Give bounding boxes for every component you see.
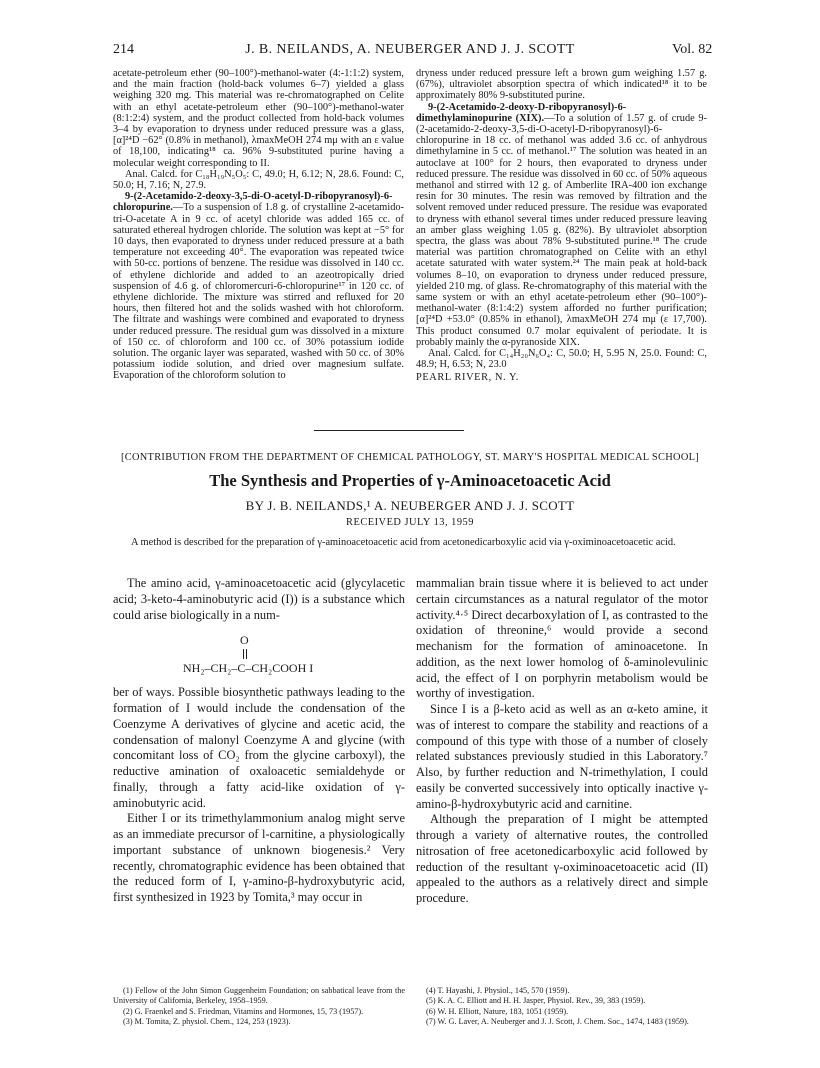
volume-number: Vol. 82 [672, 42, 713, 57]
footnotes-left [113, 986, 405, 1028]
double-bond-line [243, 649, 245, 659]
paragraph: mammalian brain tissue where it is believed to act under certain circumstances as a natural regulator of the motor activity.⁴·⁵ Direct decarboxylation of I, as contrasted to the oxidation of threonine,⁶ would provide a second mechanism for the formation of aminoacetone. In addition, as the next lower homolog of δ-aminolevulinic acid, the effect of I on porphyrin metabolism would be worthy of investigation. [416, 576, 708, 701]
section-heading: 9-(2-Acetamido-2-deoxy-3,5-di-O-acetyl-D-ribopyranosyl)-6-chloropurine. [113, 191, 393, 214]
body-right-column [416, 576, 708, 907]
footnote: (2) G. Fraenkel and S. Friedman, Vitamins and Hormones, 15, 73 (1957). [123, 1006, 364, 1016]
double-bond-line [246, 649, 248, 659]
paragraph: ber of ways. Possible biosynthetic pathways leading to the formation of I would include the condensation of the Coenzyme A derivatives of glycine and acetic acid, the condensation of malonyl Coenzyme A and glycine (with concomitant loss of CO₂ from the glycine carboxyl), the reductive amination of oxaloacetic semialdehyde or finally, through a fatty acid-like oxidation of γ-aminobutyric acid. [113, 685, 405, 810]
prev-article-right-column [416, 68, 707, 384]
footnote: (4) T. Hayashi, J. Physiol., 145, 570 (1959). [426, 986, 570, 995]
formula-oxygen: O [240, 633, 249, 648]
body-left-column [113, 576, 405, 906]
paragraph: Although the preparation of I might be attempted through a variety of alternative routes, the controlled nitrosation of free acetonedicarboxylic acid followed by reduction of the resultant γ-oximinoacetoacetic acid (II) appealed to the authors as a relatively direct and simple procedure. [416, 812, 708, 905]
byline: BY J. B. NEILANDS,¹ A. NEUBERGER AND J. J. SCOTT [245, 498, 575, 513]
footnote: (6) W. H. Elliott, Nature, 183, 1051 (1959). [426, 1006, 569, 1016]
footnote: (5) K. A. C. Elliott and H. H. Jasper, Physiol. Rev., 39, 383 (1959). [426, 996, 646, 1006]
footnote: (7) W. G. Laver, A. Neuberger and J. J. Scott, J. Chem. Soc., 1474, 1483 (1959). [426, 1017, 689, 1027]
footnote: (1) Fellow of the John Simon Guggenheim Foundation; on sabbatical leave from the University of California, Berkeley, 1958–1959. [113, 986, 405, 1006]
structural-formula [113, 623, 405, 685]
page-number: 214 [113, 42, 134, 57]
abstract: A method is described for the preparation of γ-aminoacetoacetic acid from acetonedicarboxylic acid via γ-oximinoacetoacetic acid. [131, 537, 676, 548]
footnotes-right [416, 986, 708, 1028]
paragraph: Either I or its trimethylammonium analog might serve as an immediate precursor of l-carnitine, a physiologically important substance of unknown biogenesis.² Very recently, chromatographic evidence has been obtained that the reduced form of I, γ-amino-β-hydroxybutyric acid, first synthesized in 1923 by Tomita,³ may occur in [113, 811, 405, 904]
running-head-authors: J. B. NEILANDS, A. NEUBERGER AND J. J. SCOTT [245, 42, 575, 57]
contribution-line: [CONTRIBUTION FROM THE DEPARTMENT OF CHEMICAL PATHOLOGY, ST. MARY'S HOSPITAL MEDICAL SCHOOL] [120, 452, 700, 463]
divider-rule [314, 430, 464, 431]
paragraph-text: —To a solution of 1.57 g. of crude 9-(2-acetamido-2-deoxy-3,5-di-O-acetyl-D-ribopyranosyl)-6-chloropurine in 18 cc. of methanol was added 3.6 cc. of anhydrous dimethylamine in 5 cc. of methanol.¹⁷ The solution was heated in an autoclave at 100° for 2 hours, then evaporated to dryness under reduced pressure. The residue was dissolved in 60 cc. of 50% aqueous methanol and stirred with 12 g. of Amberlite IRA-400 ion exchange resin for 30 minutes. The resin was removed by filtration and the solvent removed under reduced pressure. The residue was evaporated to dryness with ethanol several times under reduced pressure leaving an amber glass weighing 1.05 g. (82%). By ultraviolet absorption spectra, the glass was about 78% 9-substituted purine.¹⁸ The crude material was partition chromatographed on Celite with an ethyl acetate saturated with water system.²⁴ The main peak at hold-back volumes 8–10, on evaporation to dryness under reduced pressure, yielded 210 mg. of glass. Re-chromatography of this material with the same system or with an ethyl acetate-petroleum ether (90–100°)-methanol-water (8:1:4:2) system afforded no further purification; [α]²⁴D +53.0° (0.85% in ethanol), λmaxMeOH 274 mμ (ε 17,700). This product consumed 0.7 molar equivalent of periodate. It is probably mainly the α-pyranoside XIX. [416, 112, 707, 348]
paragraph [416, 102, 707, 348]
paragraph: Since I is a β-keto acid as well as an α-keto amine, it was of interest to compare the stability and reactions of a compound of this type with those of a number of closely related substances previously studied in this Laboratory.⁷ Also, by further reduction and N-trimethylation, I could easily be converted successively into optically inactive γ-amino-β-hydroxybutyric acid and carnitine. [416, 702, 708, 811]
received-date: RECEIVED JULY 13, 1959 [346, 517, 474, 528]
prev-article-left-column [113, 68, 404, 382]
paragraph-text: —To a suspension of 1.8 g. of crystalline 2-acetamido-tri-O-acetate A in 9 cc. of acetyl chloride was added 165 cc. of saturated ethereal hydrogen chloride. The solution was kept at −5° for 10 days, then evaporated to dryness under reduced pressure at a bath temperature not exceeding 40°. The evaporation was repeated twice with 50-cc. portions of benzene. The residue was dissolved in 140 cc. of ethylene dichloride and added to an azeotropically dried suspension of 4.6 g. of chloromercuri-6-chloropurine¹⁷ in 120 cc. of ethylene dichloride. The mixture was stirred and refluxed for 20 hours, then filtered hot and the solids washed with hot chloroform. The filtrate and washings were combined and evaporated to dryness under reduced pressure. The residual gum was dissolved in a mixture of 150 cc. of chloroform and 100 cc. of 30% potassium iodide solution. The organic layer was separated, washed with 50 cc. of 30% potassium iodide solution, and dried over magnesium sulfate. Evaporation of the chloroform solution to [113, 202, 404, 382]
paragraph: dryness under reduced pressure left a brown gum weighing 1.57 g. (67%), ultraviolet absorption spectra of which indicated¹⁸ it to be approximately 80% 9-substituted purine. [416, 68, 707, 102]
analysis-line: Anal. Calcd. for C₁₄H₂₀N₆O₄: C, 50.0; H, 5.95 N, 25.0. Found: C, 48.9; H, 6.53; N, 23.0 [416, 348, 707, 371]
article-title: The Synthesis and Properties of γ-Aminoacetoacetic Acid [209, 471, 611, 490]
formula-text: NH₂–CH₂–C–CH₂COOH I [183, 661, 314, 676]
location-signature: PEARL RIVER, N. Y. [416, 372, 519, 384]
footnote: (3) M. Tomita, Z. physiol. Chem., 124, 253 (1923). [123, 1017, 291, 1027]
paragraph: acetate-petroleum ether (90–100°)-methanol-water (4:-1:1:2) system, and the main fraction (hold-back volumes 6–7) yielded a glass weighing 320 mg. This material was re-chromatographed on Celite with an ethyl acetate-petroleum ether (90–100°)-methanol-water (8:1:2:4) system, and the product collected from hold-back volumes 3–4 by evaporation to dryness under reduced pressure was a glass, [α]²⁴D −62° (0.8% in methanol), λmaxMeOH 274 mμ with an ε value of 18,100, indicating¹⁸ ca. 96% 9-substituted purine having a molecular weight corresponding to II. [113, 68, 404, 169]
paragraph: The amino acid, γ-aminoacetoacetic acid (glycylacetic acid; 3-keto-4-aminobutyric acid (I)) is a substance which could arise biologically in a num- [113, 576, 405, 622]
analysis-line: Anal. Calcd. for C₁₈H₁₉N₅O₅: C, 49.0; H, 6.12; N, 28.6. Found: C, 50.0; H, 7.16; N, 27.9. [113, 168, 404, 192]
section-heading: 9-(2-Acetamido-2-deoxy-D-ribopyranosyl)-6-dimethylaminopurine (XIX). [416, 101, 627, 124]
running-head [0, 42, 820, 62]
paragraph [113, 191, 404, 381]
